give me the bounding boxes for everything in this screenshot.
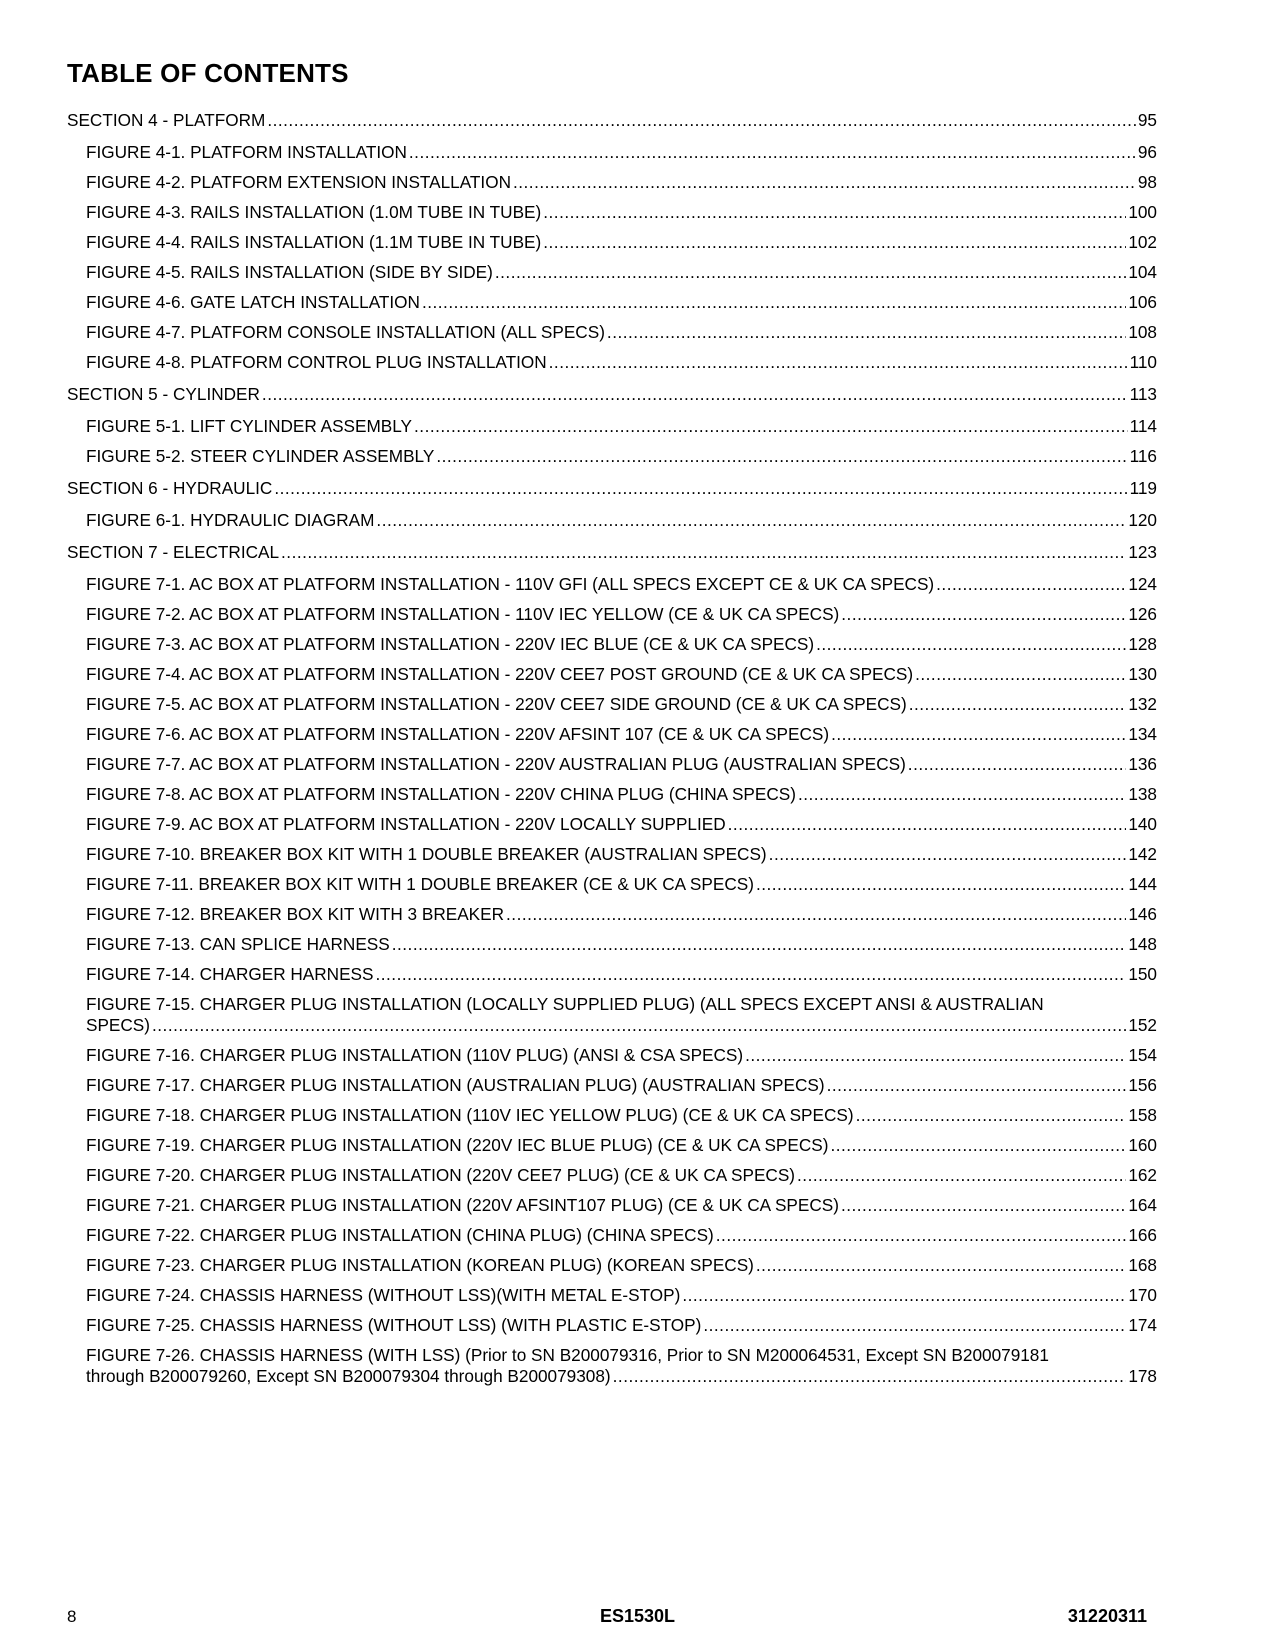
toc-entry-title: FIGURE 4-3. RAILS INSTALLATION (1.0M TUBE IN TUBE) <box>86 202 542 222</box>
toc-entry-title: FIGURE 4-5. RAILS INSTALLATION (SIDE BY SIDE) <box>86 262 493 282</box>
toc-entry-title: FIGURE 7-23. CHARGER PLUG INSTALLATION (KOREAN PLUG) (KOREAN SPECS) <box>86 1255 754 1275</box>
toc-figure-entry[interactable] <box>86 1105 1157 1126</box>
dot-leader <box>831 724 1126 745</box>
toc-figure-entry[interactable] <box>86 322 1157 343</box>
toc-entry-page: 142 <box>1128 844 1157 864</box>
toc-entry-title: SPECS) <box>86 1015 150 1035</box>
toc-figure-entry[interactable] <box>86 1345 1157 1387</box>
toc-entry-title: FIGURE 7-16. CHARGER PLUG INSTALLATION (110V PLUG) (ANSI & CSA SPECS) <box>86 1045 744 1065</box>
dot-leader <box>682 1285 1126 1306</box>
toc-entry-title: FIGURE 7-13. CAN SPLICE HARNESS <box>86 934 390 954</box>
dot-leader <box>841 1195 1126 1216</box>
toc-figure-entry[interactable] <box>86 416 1157 437</box>
toc-figure-entry[interactable] <box>86 1075 1157 1096</box>
toc-section-entry[interactable] <box>67 478 1157 499</box>
footer-page-number: 8 <box>67 1607 77 1626</box>
dot-leader <box>856 1105 1127 1126</box>
dot-leader <box>841 604 1126 625</box>
toc-entry-title: FIGURE 7-3. AC BOX AT PLATFORM INSTALLATION - 220V IEC BLUE (CE & UK CA SPECS) <box>86 634 815 654</box>
toc-entry-title: FIGURE 7-24. CHASSIS HARNESS (WITHOUT LSS)(WITH METAL E-STOP) <box>86 1285 681 1305</box>
toc-figure-entry[interactable] <box>86 814 1157 835</box>
dot-leader <box>281 542 1126 563</box>
toc-entry-title: FIGURE 7-5. AC BOX AT PLATFORM INSTALLATION - 220V CEE7 SIDE GROUND (CE & UK CA SPECS) <box>86 694 907 714</box>
toc-entry-title: FIGURE 7-18. CHARGER PLUG INSTALLATION (110V IEC YELLOW PLUG) (CE & UK CA SPECS) <box>86 1105 854 1125</box>
toc-entry-page: 158 <box>1128 1105 1157 1125</box>
toc-section-entry[interactable] <box>67 542 1157 563</box>
toc-entry-page: 134 <box>1128 724 1157 744</box>
toc-figure-entry[interactable] <box>86 510 1157 531</box>
toc-entry-title: FIGURE 4-1. PLATFORM INSTALLATION <box>86 142 407 162</box>
toc-entry-page: 160 <box>1128 1135 1157 1155</box>
dot-leader <box>436 446 1127 467</box>
dot-leader <box>745 1045 1126 1066</box>
toc-figure-entry[interactable] <box>86 604 1157 625</box>
toc-entry-page: 98 <box>1137 172 1157 192</box>
dot-leader <box>274 478 1127 499</box>
toc-entry-page: 119 <box>1129 478 1157 498</box>
dot-leader <box>797 1165 1126 1186</box>
dot-leader <box>909 694 1127 715</box>
toc-entry-title: FIGURE 7-9. AC BOX AT PLATFORM INSTALLATION - 220V LOCALLY SUPPLIED <box>86 814 726 834</box>
dot-leader <box>422 292 1126 313</box>
dot-leader <box>495 262 1126 283</box>
toc-entry-title: FIGURE 7-14. CHARGER HARNESS <box>86 964 374 984</box>
toc-figure-entry[interactable] <box>86 934 1157 955</box>
toc-figure-entry[interactable] <box>86 874 1157 895</box>
toc-entry-page: 108 <box>1128 322 1157 342</box>
toc-entry-page: 96 <box>1137 142 1157 162</box>
toc-section-entry[interactable] <box>67 384 1157 405</box>
toc-entry-page: 106 <box>1128 292 1157 312</box>
dot-leader <box>703 1315 1126 1336</box>
dot-leader <box>769 844 1127 865</box>
toc-entry-page: 113 <box>1129 384 1157 404</box>
toc-entry-title: FIGURE 7-22. CHARGER PLUG INSTALLATION (CHINA PLUG) (CHINA SPECS) <box>86 1225 714 1245</box>
dot-leader <box>543 202 1126 223</box>
toc-entry-page: 102 <box>1128 232 1157 252</box>
toc-figure-entry[interactable] <box>86 574 1157 595</box>
dot-leader <box>409 142 1136 163</box>
toc-entry-page: 178 <box>1128 1366 1157 1386</box>
toc-entry-page: 95 <box>1137 110 1157 130</box>
toc-entry-title: FIGURE 7-1. AC BOX AT PLATFORM INSTALLATION - 110V GFI (ALL SPECS EXCEPT CE & UK CA SPECS) <box>86 574 935 594</box>
toc-entry-title: FIGURE 4-4. RAILS INSTALLATION (1.1M TUBE IN TUBE) <box>86 232 542 252</box>
toc-entry-title: FIGURE 7-2. AC BOX AT PLATFORM INSTALLATION - 110V IEC YELLOW (CE & UK CA SPECS) <box>86 604 840 624</box>
toc-entry-title: FIGURE 7-21. CHARGER PLUG INSTALLATION (220V AFSINT107 PLUG) (CE & UK CA SPECS) <box>86 1195 839 1215</box>
toc-figure-entry[interactable] <box>86 904 1157 925</box>
toc-entry-title: through B200079260, Except SN B200079304 through B200079308) <box>86 1366 611 1386</box>
dot-leader <box>936 574 1126 595</box>
toc-entry-page: 120 <box>1128 510 1157 530</box>
table-of-contents <box>67 110 1157 1396</box>
toc-entry-title: FIGURE 7-4. AC BOX AT PLATFORM INSTALLATION - 220V CEE7 POST GROUND (CE & UK CA SPECS) <box>86 664 914 684</box>
dot-leader <box>152 1015 1126 1036</box>
toc-figure-entry[interactable] <box>86 694 1157 715</box>
toc-figure-entry[interactable] <box>86 1225 1157 1246</box>
toc-entry-page: 148 <box>1128 934 1157 954</box>
dot-leader <box>816 634 1126 655</box>
toc-entry-title: FIGURE 7-11. BREAKER BOX KIT WITH 1 DOUBLE BREAKER (CE & UK CA SPECS) <box>86 874 754 894</box>
toc-entry-page: 132 <box>1128 694 1157 714</box>
dot-leader <box>716 1225 1127 1246</box>
dot-leader <box>549 352 1128 373</box>
toc-figure-entry[interactable] <box>86 352 1157 373</box>
toc-entry-title: FIGURE 4-2. PLATFORM EXTENSION INSTALLATION <box>86 172 511 192</box>
toc-entry-title: FIGURE 7-20. CHARGER PLUG INSTALLATION (220V CEE7 PLUG) (CE & UK CA SPECS) <box>86 1165 796 1185</box>
toc-entry-page: 156 <box>1128 1075 1157 1095</box>
toc-entry-title: FIGURE 5-2. STEER CYLINDER ASSEMBLY <box>86 446 435 466</box>
dot-leader <box>607 322 1126 343</box>
dot-leader <box>543 232 1126 253</box>
toc-figure-entry[interactable] <box>86 634 1157 655</box>
toc-entry-title: FIGURE 6-1. HYDRAULIC DIAGRAM <box>86 510 375 530</box>
dot-leader <box>908 754 1127 775</box>
footer-doc-number: 31220311 <box>1067 1606 1147 1626</box>
toc-entry-page: 174 <box>1128 1315 1157 1335</box>
toc-figure-entry[interactable] <box>86 1045 1157 1066</box>
toc-entry-page: 154 <box>1128 1045 1157 1065</box>
toc-entry-page: 128 <box>1128 634 1157 654</box>
toc-entry-title: FIGURE 4-8. PLATFORM CONTROL PLUG INSTALLATION <box>86 352 547 372</box>
toc-figure-entry[interactable] <box>86 994 1157 1036</box>
toc-figure-entry[interactable] <box>86 664 1157 685</box>
toc-entry-page: 114 <box>1129 416 1157 436</box>
toc-figure-entry[interactable] <box>86 1255 1157 1276</box>
dot-leader <box>756 874 1126 895</box>
toc-entry-title: SECTION 4 - PLATFORM <box>67 110 266 130</box>
toc-entry-title-line: FIGURE 7-15. CHARGER PLUG INSTALLATION (LOCALLY SUPPLIED PLUG) (ALL SPECS EXCEPT ANSI & AUSTRALIAN <box>86 994 1044 1014</box>
toc-figure-entry[interactable] <box>86 1135 1157 1156</box>
toc-entry-title: SECTION 5 - CYLINDER <box>67 384 260 404</box>
toc-entry-page: 136 <box>1128 754 1157 774</box>
dot-leader <box>414 416 1128 437</box>
dot-leader <box>392 934 1127 955</box>
toc-entry-page: 138 <box>1128 784 1157 804</box>
toc-entry-page: 104 <box>1128 262 1157 282</box>
toc-entry-page: 170 <box>1128 1285 1157 1305</box>
toc-entry-title: FIGURE 4-6. GATE LATCH INSTALLATION <box>86 292 420 312</box>
toc-entry-title: SECTION 7 - ELECTRICAL <box>67 542 280 562</box>
dot-leader <box>262 384 1128 405</box>
toc-figure-entry[interactable] <box>86 1165 1157 1186</box>
toc-entry-page: 146 <box>1128 904 1157 924</box>
dot-leader <box>376 510 1126 531</box>
toc-entry-page: 152 <box>1128 1015 1157 1035</box>
toc-entry-page: 100 <box>1128 202 1157 222</box>
toc-figure-entry[interactable] <box>86 1285 1157 1306</box>
toc-figure-entry[interactable] <box>86 964 1157 985</box>
toc-entry-title: FIGURE 5-1. LIFT CYLINDER ASSEMBLY <box>86 416 413 436</box>
dot-leader <box>506 904 1126 925</box>
toc-entry-page: 126 <box>1128 604 1157 624</box>
toc-figure-entry[interactable] <box>86 724 1157 745</box>
toc-figure-entry[interactable] <box>86 1315 1157 1336</box>
toc-figure-entry[interactable] <box>86 142 1157 163</box>
toc-figure-entry[interactable] <box>86 262 1157 283</box>
dot-leader <box>827 1075 1127 1096</box>
toc-figure-entry[interactable] <box>86 172 1157 193</box>
dot-leader <box>830 1135 1126 1156</box>
toc-entry-title: SECTION 6 - HYDRAULIC <box>67 478 273 498</box>
toc-entry-title: FIGURE 7-19. CHARGER PLUG INSTALLATION (220V IEC BLUE PLUG) (CE & UK CA SPECS) <box>86 1135 829 1155</box>
dot-leader <box>728 814 1127 835</box>
toc-figure-entry[interactable] <box>86 844 1157 865</box>
toc-entry-page: 150 <box>1128 964 1157 984</box>
toc-section-entry[interactable] <box>67 110 1157 131</box>
toc-entry-title: FIGURE 7-7. AC BOX AT PLATFORM INSTALLATION - 220V AUSTRALIAN PLUG (AUSTRALIAN SPECS) <box>86 754 906 774</box>
toc-entry-page: 116 <box>1129 446 1157 466</box>
toc-entry-page: 164 <box>1128 1195 1157 1215</box>
toc-entry-page: 124 <box>1128 574 1157 594</box>
toc-entry-title: FIGURE 7-12. BREAKER BOX KIT WITH 3 BREAKER <box>86 904 505 924</box>
toc-entry-page: 110 <box>1129 352 1157 372</box>
toc-figure-entry[interactable] <box>86 446 1157 467</box>
toc-figure-entry[interactable] <box>86 784 1157 805</box>
toc-entry-page: 140 <box>1128 814 1157 834</box>
toc-figure-entry[interactable] <box>86 754 1157 775</box>
toc-entry-title-line: FIGURE 7-26. CHASSIS HARNESS (WITH LSS) (Prior to SN B200079316, Prior to SN M200064531, Except SN B200079181 <box>86 1345 1049 1365</box>
toc-entry-title: FIGURE 7-25. CHASSIS HARNESS (WITHOUT LSS) (WITH PLASTIC E-STOP) <box>86 1315 702 1335</box>
toc-entry-page: 144 <box>1128 874 1157 894</box>
toc-entry-page: 123 <box>1128 542 1157 562</box>
toc-entry-page: 130 <box>1128 664 1157 684</box>
toc-figure-entry[interactable] <box>86 1195 1157 1216</box>
dot-leader <box>513 172 1136 193</box>
toc-entry-page: 168 <box>1128 1255 1157 1275</box>
toc-entry-title: FIGURE 7-17. CHARGER PLUG INSTALLATION (AUSTRALIAN PLUG) (AUSTRALIAN SPECS) <box>86 1075 825 1095</box>
dot-leader <box>613 1366 1127 1387</box>
footer-model: ES1530L <box>599 1606 676 1626</box>
toc-figure-entry[interactable] <box>86 202 1157 223</box>
toc-figure-entry[interactable] <box>86 292 1157 313</box>
page-title: TABLE OF CONTENTS <box>67 58 349 88</box>
dot-leader <box>267 110 1136 131</box>
dot-leader <box>915 664 1126 685</box>
toc-entry-page: 166 <box>1128 1225 1157 1245</box>
toc-entry-title: FIGURE 7-10. BREAKER BOX KIT WITH 1 DOUBLE BREAKER (AUSTRALIAN SPECS) <box>86 844 767 864</box>
dot-leader <box>798 784 1126 805</box>
toc-entry-title: FIGURE 7-8. AC BOX AT PLATFORM INSTALLATION - 220V CHINA PLUG (CHINA SPECS) <box>86 784 796 804</box>
toc-entry-title: FIGURE 7-6. AC BOX AT PLATFORM INSTALLATION - 220V AFSINT 107 (CE & UK CA SPECS) <box>86 724 830 744</box>
toc-entry-title: FIGURE 4-7. PLATFORM CONSOLE INSTALLATION (ALL SPECS) <box>86 322 605 342</box>
toc-entry-page: 162 <box>1128 1165 1157 1185</box>
dot-leader <box>756 1255 1126 1276</box>
toc-figure-entry[interactable] <box>86 232 1157 253</box>
dot-leader <box>375 964 1126 985</box>
